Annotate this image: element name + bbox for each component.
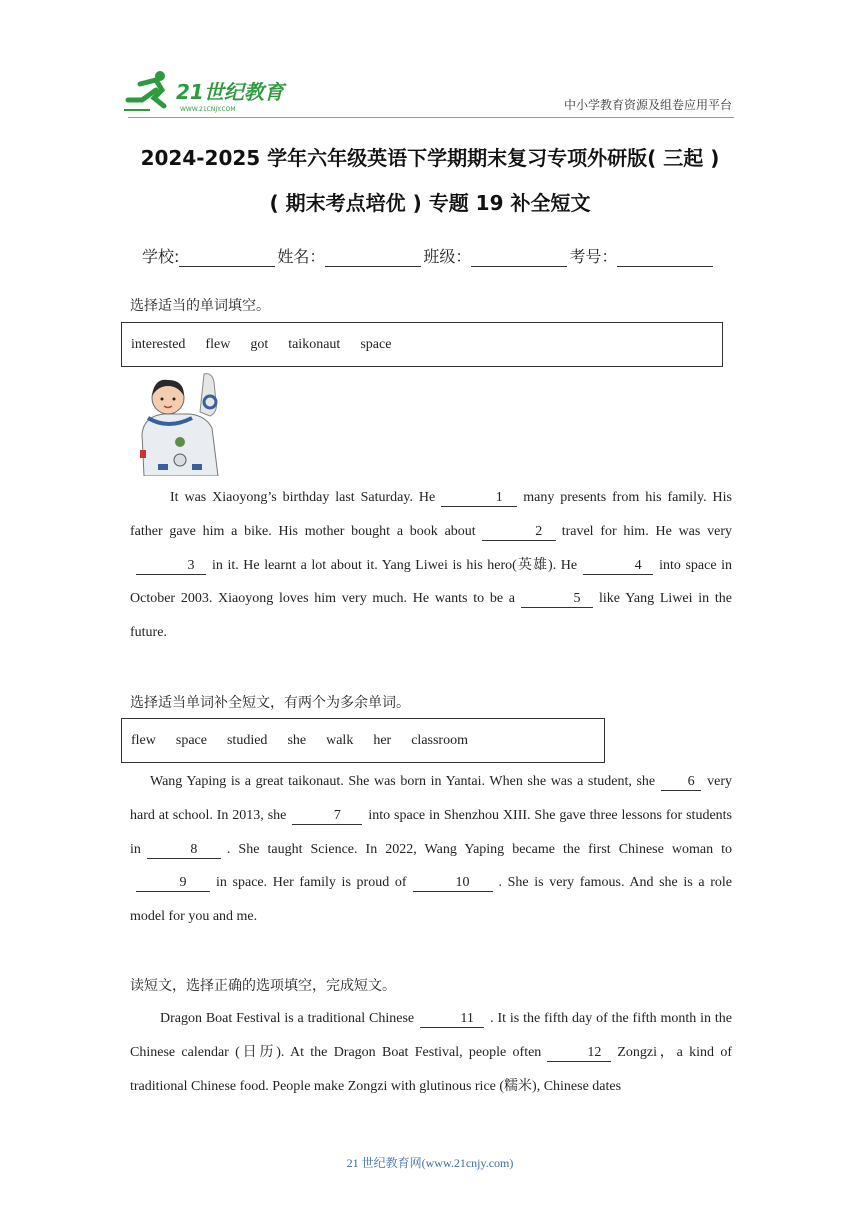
number-label: 考号：	[569, 247, 618, 266]
blank-4[interactable]: 4	[583, 558, 653, 575]
blank-3[interactable]: 3	[136, 558, 206, 575]
blank-7[interactable]: 7	[292, 808, 362, 825]
runner-icon	[124, 71, 165, 110]
section2-word-bank	[121, 718, 605, 763]
word-bank-item: she	[287, 732, 307, 748]
word-bank-item: space	[360, 336, 392, 352]
word-bank-item: interested	[131, 336, 186, 352]
name-blank[interactable]	[325, 248, 421, 267]
word-bank-item: her	[373, 732, 392, 748]
blank-12[interactable]: 12	[547, 1045, 611, 1062]
blank-6[interactable]: 6	[661, 774, 701, 791]
page-subtitle: ( 期末考点培优 ) 专题 19 补全短文	[269, 191, 591, 215]
blank-9[interactable]: 9	[136, 875, 210, 892]
blank-1[interactable]: 1	[441, 490, 517, 507]
section3-passage: Dragon Boat Festival is a traditional Chinese 11 . It is the fifth day of the fifth month in the Chinese calendar (日历). At the Dragon Boat Festival, people often 12 Zongzi，a kind of traditional Chinese food. People make Zongzi with glutinous rice (糯米), Chinese dates	[130, 1011, 733, 1094]
number-blank[interactable]	[617, 248, 713, 267]
blank-2[interactable]: 2	[482, 524, 556, 541]
school-blank[interactable]	[179, 248, 275, 267]
word-bank-item: flew	[131, 732, 156, 748]
school-label: 学校:	[142, 247, 180, 266]
astronaut-illustration	[134, 372, 230, 476]
word-bank-item: classroom	[411, 732, 468, 748]
word-bank-item: walk	[326, 732, 354, 748]
section1-word-bank	[121, 322, 723, 367]
class-label: 班级：	[423, 247, 472, 266]
name-label: 姓名：	[277, 247, 326, 266]
section1-instruction: 选择适当的单词填空。	[130, 298, 270, 314]
word-bank-item: studied	[226, 732, 268, 748]
class-blank[interactable]	[471, 248, 567, 267]
blank-10[interactable]: 10	[413, 875, 493, 892]
section2-passage: Wang Yaping is a great taikonaut. She was born in Yantai. When she was a student, she 6 very hard at school. In 2013, she 7 into space in Shenzhou XIII. She gave three lessons for students in 8 . She taught Science. In 2022, Wang Yaping became the first Chinese woman to9 in space. Her family is proud of 10 . She is very famous. And she is a role model for you and me.	[130, 774, 732, 925]
site-logo	[120, 70, 290, 114]
page-title: 2024-2025 学年六年级英语下学期期末复习专项外研版( 三起 )	[140, 146, 720, 170]
blank-5[interactable]: 5	[521, 591, 593, 608]
page-footer: 21 世纪教育网(www.21cnjy.com)	[346, 1156, 514, 1170]
platform-name: 中小学教育资源及组卷应用平台	[563, 98, 732, 112]
section2-instruction: 选择适当单词补全短文，有两个为多余单词。	[130, 695, 410, 711]
word-bank-item: flew	[205, 336, 231, 352]
word-bank-item: got	[250, 336, 269, 352]
svg-text:WWW.21CNJY.COM: WWW.21CNJY.COM	[180, 106, 236, 113]
svg-text:21世纪教育: 21世纪教育	[176, 80, 284, 104]
header-divider	[128, 117, 734, 118]
blank-8[interactable]: 8	[147, 842, 221, 859]
section3-instruction: 读短文，选择正确的选项填空，完成短文。	[130, 978, 396, 994]
section1-passage: It was Xiaoyong’s birthday last Saturday. He 1 many presents from his family. His father gave him a bike. His mother bought a book about 2 travel for him. He was very3 in it. He learnt a lot about it. Yang Liwei is his hero(英雄). He 4 into space in October 2003. Xiaoyong loves him very much. He wants to be a 5 like Yang Liwei in the future.	[130, 490, 733, 641]
word-bank-item: space	[175, 732, 207, 748]
word-bank-item: taikonaut	[288, 336, 341, 352]
student-info	[142, 244, 715, 267]
blank-11[interactable]: 11	[420, 1011, 484, 1028]
